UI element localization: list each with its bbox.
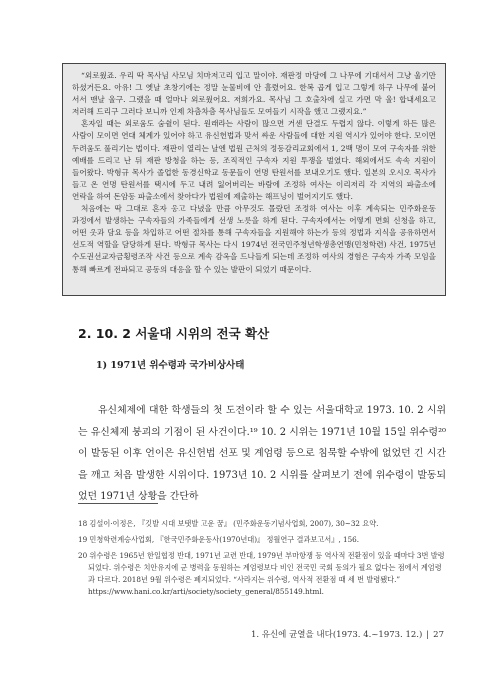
- footnote-divider: [78, 503, 158, 504]
- page-footer: [251, 628, 444, 640]
- footnote-19: 19 민청학련계승사업회, 『한국민주화운동사(1970년대)』 정월연구 결과보고서』, 156.: [78, 535, 360, 544]
- footnote-20: 20 위수령은 1965년 한일협정 반대, 1971년 교련 반대, 1979년 부마항쟁 등 역사적 전환점이 있을 때마다 3번 발령되었다. 위수령은 치안유지에 군 병력을 동원하는 계엄령보다 비인 전국민 국회 동의가 필요 없다는 점에서 계엄령과 다르다. 2018년 9월 위수령은 폐지되었다. “사라지는 위수령, 역사적 전환점 때 세 번 발령됐다.” https://www.hani.co.kr/arti/society/society_general/855149.html.: [78, 551, 445, 596]
- page-number: 27: [433, 630, 444, 640]
- footer-separator: |: [426, 630, 430, 640]
- quote-paragraph-3: 처음에는 딱 그대로 혼자 옹고 다녔을 만큼 아무것도 몰랐던 조정하 여사는 이후 계속되는 민주화운동 과정에서 발생하는 구속자들의 가족들에게 선생 노릇을 하게 된다. 구속자에서는 어떻게 면회 신청을 하고, 어떤 옷과 담요 등을 차입하고 어떤 절차를 통해 구속자들을 지원해야 하는가 등의 정법과 지식을 공유하면서 선도적 역할을 담당하게 된다. 박형규 목사는 다시 1974년 전국민주청년학생총연맹(민청학련) 사건, 1975년 수도권선교자금횡령조작 사건 등으로 계속 감옥을 드나들게 되는데 조정하 여사의 경험은 구속자 가족 모임을 통해 빠르게 전파되고 공동의 대응을 할 수 있는 발판이 되었기 때문이다.: [72, 204, 436, 274]
- footnote-18: 18 김설이·이정은, 『깃발 시대 보탯발 고운 꿈』 (민주화운동기념사업회, 2007), 30~32 요약.: [78, 519, 379, 528]
- section-title: 2. 10. 2 서울대 시위의 전국 확산: [78, 326, 270, 341]
- body-paragraph: 유신체제에 대한 학생들의 첫 도전이라 할 수 있는 서울대학교 1973. 10. 2 시위는 유신체제 붕괴의 기점이 된 사건이다.¹⁹ 10. 2 시위는 1971년 10월 15일 위수령²⁰이 발동된 이후 언이은 유신헌법 선포 및 계엄령 등으로 침묵할 수밖에 없었던 긴 시간을 깨고 처음 발생한 시위이다. 1973년 10. 2 시위를 살펴보기 전에 위수령이 발동되었던 1971년 상황을 간단하: [78, 405, 446, 502]
- quote-paragraph-1: “외로웠죠. 우리 딱 목사님 사모님 치마저고리 입고 말이야. 재판정 마당에 그 나무에 기대서서 그냥 울기만 하셨거든요. 아유! 그 옛날 초창기에는 정말 눈물비에 안 흘렸어요. 한복 곱게 입고 그렇게 하구 나무에 붙어 서서 맨날 울구. 그랬을 때 얼마나 외로웠어요. 저희가요. 목사님 그 호출차에 실고 가면 막 울! 합내세요고 저러해 드리구 그러다 보니까 인제 차츰차츰 목사님들도 모여들기 시작을 했고 그랬지요.”: [72, 71, 436, 117]
- quote-paragraph-2: 혼자일 때는 외로움도 숨쉴이 된다. 원래라는 사람이 많으면 거센 단결도 두렵지 않다. 이렇게 하든 많은 사람이 모이면 연대 체계가 있어야 하고 유신헌법과 맞서 싸운 사람들에 대한 지원 역시가 있어야 한다. 모이면 두려움도 풀리기는 법이다. 재판이 열리는 날엔 법원 근처의 정동감리교회에서 1, 2백 명이 모여 구속자를 위한 예배를 드리고 난 뒤 재판 방청을 하는 등, 조직적인 구속자 지원 투쟁을 벌였다. 해외에서도 속속 지원이 들어왔다. 박형규 목사가 졸업한 동경신학교 동문들이 연명 탄원서를 보내오기도 했다. 일본의 오시오 목사가 들고 온 연명 탄원서를 택시에 두고 내려 잃어버리는 바람에 조정하 여사는 이리저리 각 지역의 파출소에 연락을 하여 돈암동 파출소에서 찾아다가 법원에 제출하는 해프닝이 벌어지기도 했다.: [72, 119, 436, 201]
- subsection-title: 1) 1971년 위수령과 국가비상사태: [96, 360, 245, 371]
- footnotes: [78, 518, 446, 602]
- footer-chapter: 1. 유신에 균열을 내다(1973. 4.~1973. 12.): [250, 630, 423, 640]
- quote-box: [62, 63, 446, 296]
